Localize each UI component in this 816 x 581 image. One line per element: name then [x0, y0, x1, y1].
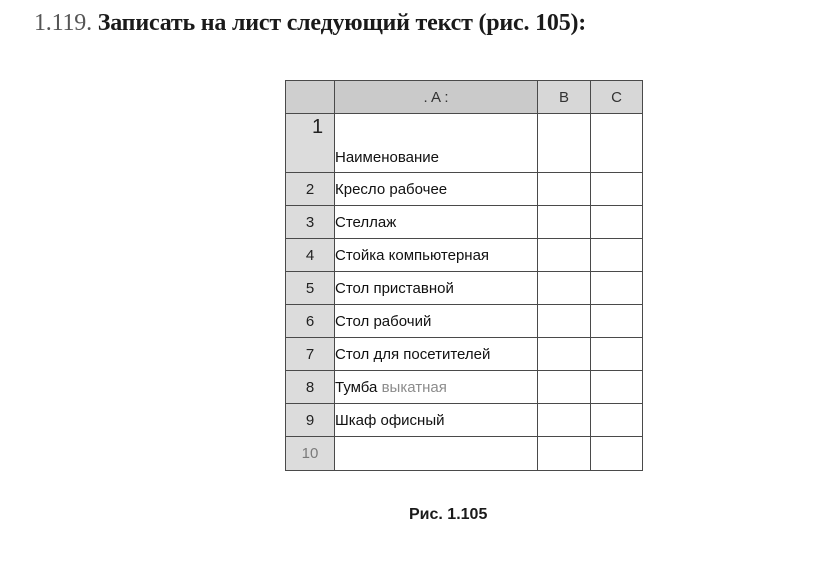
cell-c5	[591, 272, 643, 305]
column-header-row	[286, 81, 643, 114]
cell-c3	[591, 206, 643, 239]
cell-c4	[591, 239, 643, 272]
row-number: 6	[286, 305, 335, 338]
cell-a10	[335, 437, 538, 471]
cell-a6: Стол рабочий	[335, 305, 538, 338]
row-number: 3	[286, 206, 335, 239]
cell-a1: Наименование	[335, 114, 538, 173]
row-number: 2	[286, 173, 335, 206]
cell-a2: Кресло рабочее	[335, 173, 538, 206]
table-row	[286, 305, 643, 338]
row-number: 4	[286, 239, 335, 272]
cell-c10	[591, 437, 643, 471]
table-row	[286, 239, 643, 272]
cell-c8	[591, 371, 643, 404]
task-number: 1.119.	[34, 10, 92, 36]
corner-cell	[286, 81, 335, 114]
task-text: Записать на лист следующий текст (рис. 105):	[97, 10, 587, 36]
figure-caption: Рис. 1.105	[409, 506, 488, 523]
cell-b2	[538, 173, 591, 206]
table-row	[286, 404, 643, 437]
cell-b7	[538, 338, 591, 371]
cell-c7	[591, 338, 643, 371]
cell-a8-main: Тумба	[335, 378, 378, 396]
cell-b10	[538, 437, 591, 471]
row-number: 5	[286, 272, 335, 305]
table-row	[286, 173, 643, 206]
cell-c2	[591, 173, 643, 206]
cell-a4: Стойка компьютерная	[335, 239, 538, 272]
cell-c6	[591, 305, 643, 338]
column-header-a: . A :	[335, 81, 538, 114]
cell-a5: Стол приставной	[335, 272, 538, 305]
table-row	[286, 437, 643, 471]
task-heading	[34, 8, 586, 38]
cell-a7: Стол для посетителей	[335, 338, 538, 371]
cell-a3: Стеллаж	[335, 206, 538, 239]
cell-a9: Шкаф офисный	[335, 404, 538, 437]
spreadsheet-figure	[285, 80, 643, 471]
cell-b4	[538, 239, 591, 272]
cell-a8-faded: выкатная	[381, 378, 447, 396]
cell-b3	[538, 206, 591, 239]
cell-b5	[538, 272, 591, 305]
table-row	[286, 206, 643, 239]
row-number: 8	[286, 371, 335, 404]
row-number: 1	[286, 114, 335, 173]
cell-b8	[538, 371, 591, 404]
cell-c1	[591, 114, 643, 173]
column-header-b: B	[538, 81, 591, 114]
table-row	[286, 371, 643, 404]
table-row	[286, 114, 643, 173]
cell-a8	[335, 371, 538, 404]
table-row	[286, 272, 643, 305]
row-number: 7	[286, 338, 335, 371]
cell-c9	[591, 404, 643, 437]
cell-b9	[538, 404, 591, 437]
row-number: 10	[286, 437, 335, 471]
table-row	[286, 338, 643, 371]
cell-b6	[538, 305, 591, 338]
cell-b1	[538, 114, 591, 173]
row-number: 9	[286, 404, 335, 437]
column-header-c: C	[591, 81, 643, 114]
